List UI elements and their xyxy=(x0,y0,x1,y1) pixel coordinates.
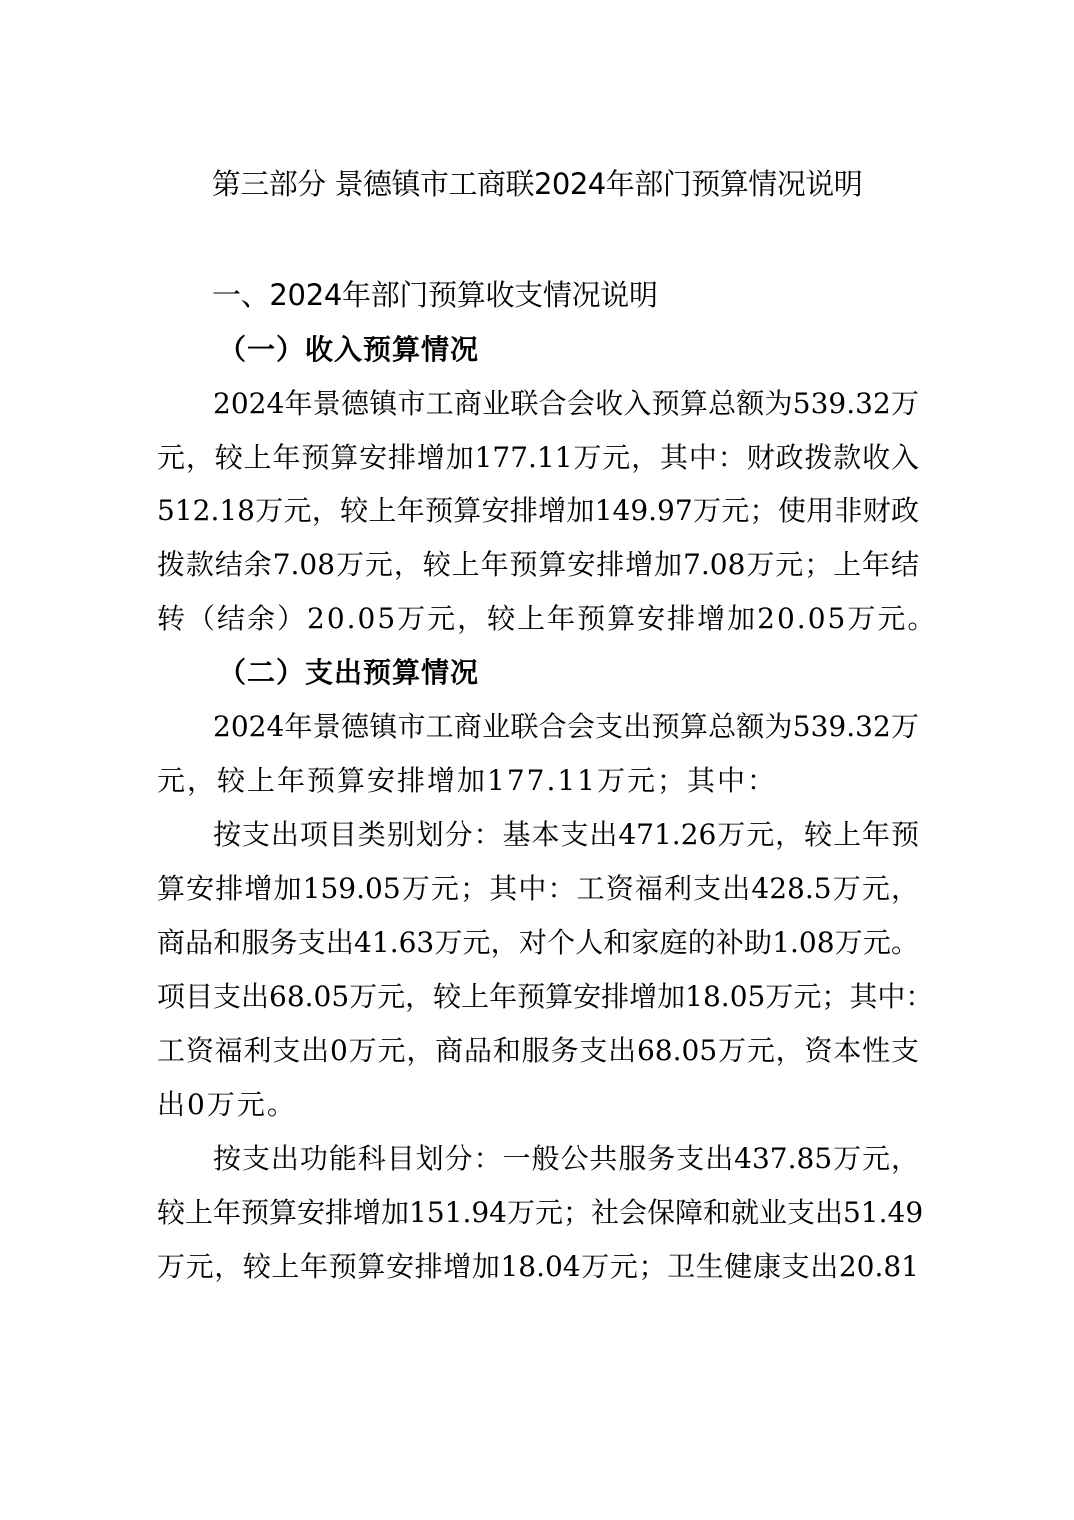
category-text-line: 项目支出68.05万元，较上年预算安排增加18.05万元；其中： xyxy=(157,980,934,1013)
category-text-line: 按支出项目类别划分：基本支出471.26万元，较上年预 xyxy=(213,818,919,851)
income-text-line: 拨款结余7.08万元，较上年预算安排增加7.08万元；上年结 xyxy=(157,548,919,581)
category-text-line: 出0万元。 xyxy=(157,1088,297,1121)
subheading-income: （一）收入预算情况 xyxy=(218,333,480,366)
subheading-expenditure: （二）支出预算情况 xyxy=(218,656,480,689)
function-text-line: 万元，较上年预算安排增加18.04万元；卫生健康支出20.81 xyxy=(157,1250,919,1283)
section-heading-budget: 一、2024年部门预算收支情况说明 xyxy=(212,278,658,312)
function-text-line: 按支出功能科目划分：一般公共服务支出437.85万元， xyxy=(213,1142,919,1175)
category-text-line: 商品和服务支出41.63万元，对个人和家庭的补助1.08万元。 xyxy=(157,926,919,959)
category-text-line: 工资福利支出0万元，商品和服务支出68.05万元，资本性支 xyxy=(157,1034,919,1067)
expenditure-text-line: 元，较上年预算安排增加177.11万元；其中： xyxy=(157,764,777,797)
function-text-line: 较上年预算安排增加151.94万元；社会保障和就业支出51.49 xyxy=(157,1196,924,1229)
income-text-line: 转（结余）20.05万元，较上年预算安排增加20.05万元。 xyxy=(157,602,938,635)
income-text-line: 2024年景德镇市工商业联合会收入预算总额为539.32万 xyxy=(213,387,919,420)
expenditure-text-line: 2024年景德镇市工商业联合会支出预算总额为539.32万 xyxy=(213,710,919,743)
page-title: 第三部分 景德镇市工商联2024年部门预算情况说明 xyxy=(211,167,863,201)
income-text-line: 元，较上年预算安排增加177.11万元，其中：财政拨款收入 xyxy=(157,441,919,474)
income-text-line: 512.18万元，较上年预算安排增加149.97万元；使用非财政 xyxy=(157,494,919,527)
category-text-line: 算安排增加159.05万元；其中：工资福利支出428.5万元， xyxy=(157,872,919,905)
